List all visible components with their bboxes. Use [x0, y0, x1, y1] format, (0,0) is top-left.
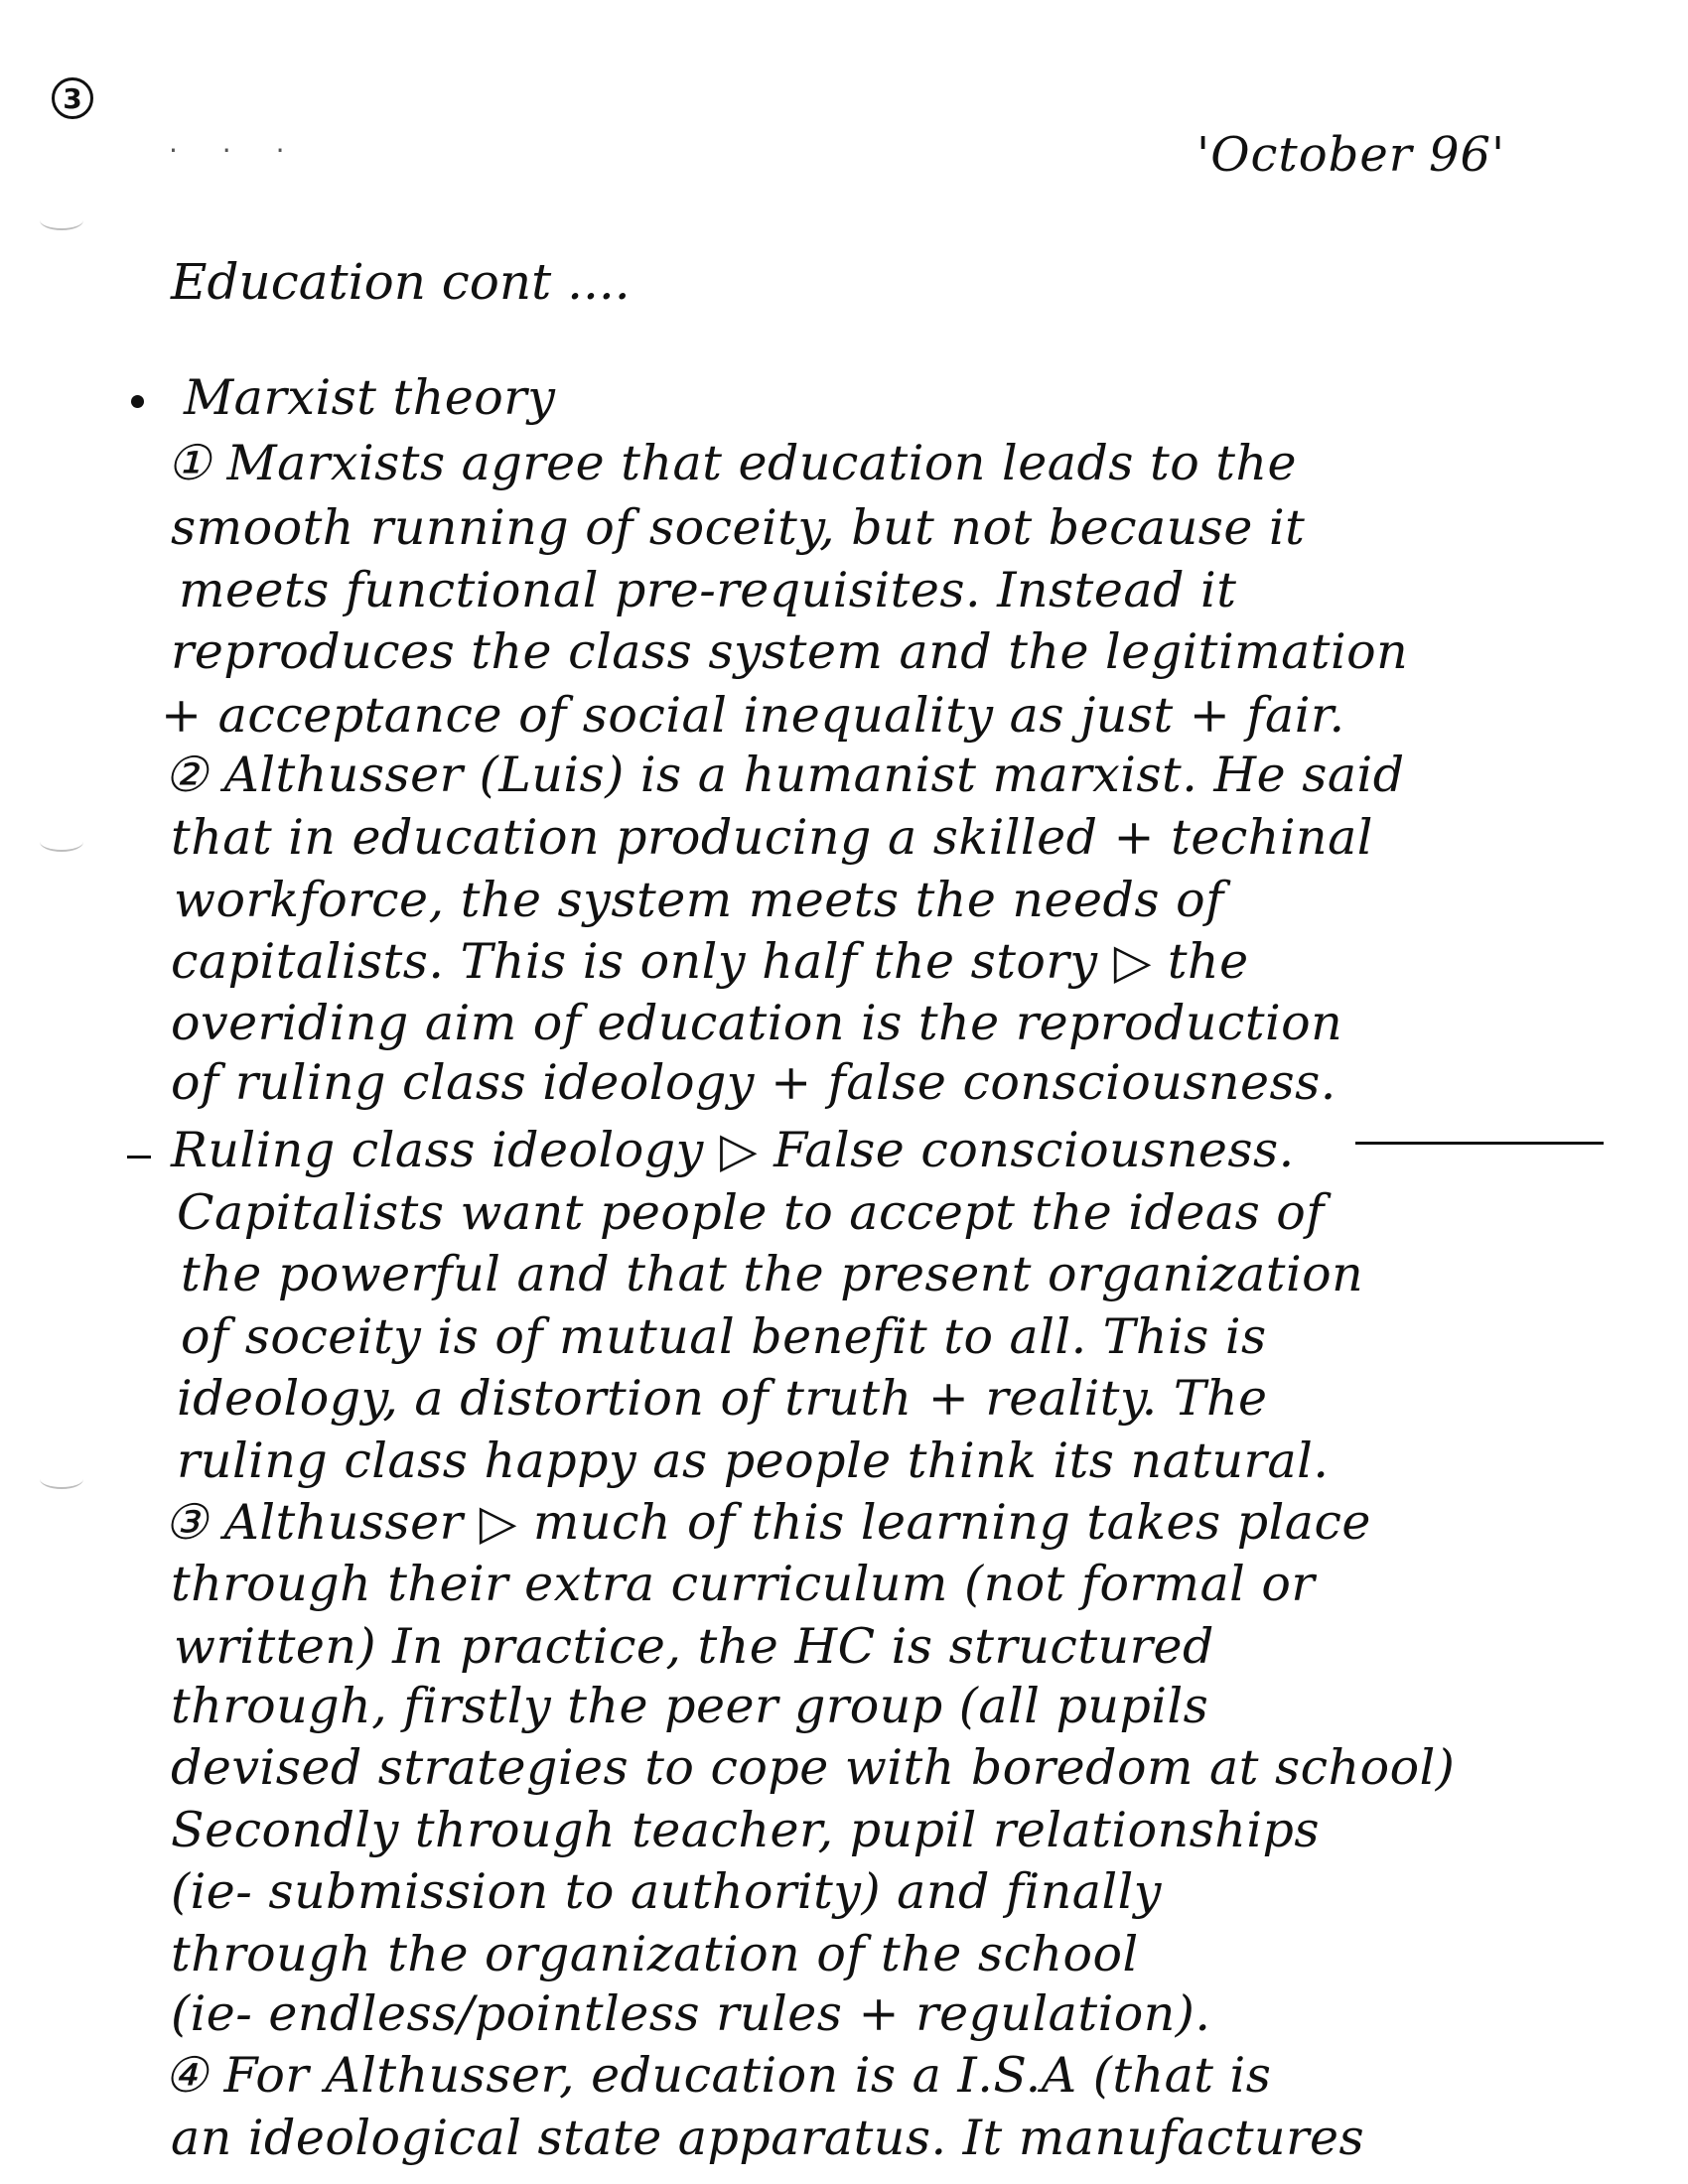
text-line: devised strategies to cope with boredom at school)	[171, 1739, 1456, 1796]
note-date: 'October 96'	[1196, 127, 1506, 183]
text-line: Capitalists want people to accept the ideas of	[177, 1184, 1325, 1241]
text-line: Secondly through teacher, pupil relationships	[171, 1802, 1321, 1858]
text-line: (ie- submission to authority) and finally	[171, 1863, 1162, 1920]
text-line: through the organization of the school	[171, 1926, 1139, 1982]
punch-hole-bottom	[40, 1469, 83, 1489]
text-line: + acceptance of social inequality as just + fair.	[161, 687, 1345, 744]
page-heading: Education cont ....	[171, 253, 631, 311]
text-line: overiding aim of education is the reproduction	[171, 995, 1343, 1051]
section-title-marxist-theory: Marxist theory	[184, 369, 556, 426]
text-line: that in education producing a skilled + techinal	[171, 809, 1373, 866]
punch-hole-top	[40, 210, 83, 230]
text-line: through their extra curriculum (not formal or	[171, 1556, 1316, 1612]
text-line: (ie- endless/pointless rules + regulation).	[171, 1985, 1211, 2042]
text-line: of soceity is of mutual benefit to all. This is	[181, 1308, 1267, 1365]
punch-hole-middle	[40, 832, 83, 852]
text-line: workforce, the system meets the needs of	[174, 872, 1224, 928]
text-line: through, firstly the peer group (all pupils	[171, 1678, 1209, 1734]
text-line: ② Althusser (Luis) is a humanist marxist. He said	[164, 747, 1405, 803]
text-line: written) In practice, the HC is structured	[174, 1618, 1214, 1675]
text-line: smooth running of soceity, but not because it	[171, 499, 1306, 556]
text-line: reproduces the class system and the legitimation	[171, 623, 1409, 680]
text-line: ① Marxists agree that education leads to the	[167, 435, 1298, 491]
subheading-ruling-class-ideology: Ruling class ideology ▷ False consciousness.	[171, 1122, 1295, 1178]
text-line: an ideological state apparatus. It manufactures	[171, 2110, 1365, 2166]
text-line: ideology, a distortion of truth + reality. The	[177, 1370, 1268, 1427]
page-number: 3	[52, 77, 93, 119]
text-line: meets functional pre-requisites. Instead it	[179, 562, 1237, 618]
text-line: the powerful and that the present organization	[181, 1246, 1364, 1302]
text-line: ④ For Althusser, education is a I.S.A (that is	[164, 2047, 1272, 2104]
text-line: ③ Althusser ▷ much of this learning takes place	[164, 1494, 1371, 1551]
text-line: of ruling class ideology + false consciousness.	[171, 1054, 1336, 1111]
ink-specks: · · ·	[169, 134, 303, 167]
text-line: capitalists. This is only half the story ▷ the	[171, 933, 1249, 990]
dash-marker	[127, 1156, 151, 1159]
underline-rule	[1355, 1142, 1604, 1145]
bullet-point	[131, 395, 144, 408]
text-line: ruling class happy as people think its natural.	[177, 1433, 1330, 1489]
